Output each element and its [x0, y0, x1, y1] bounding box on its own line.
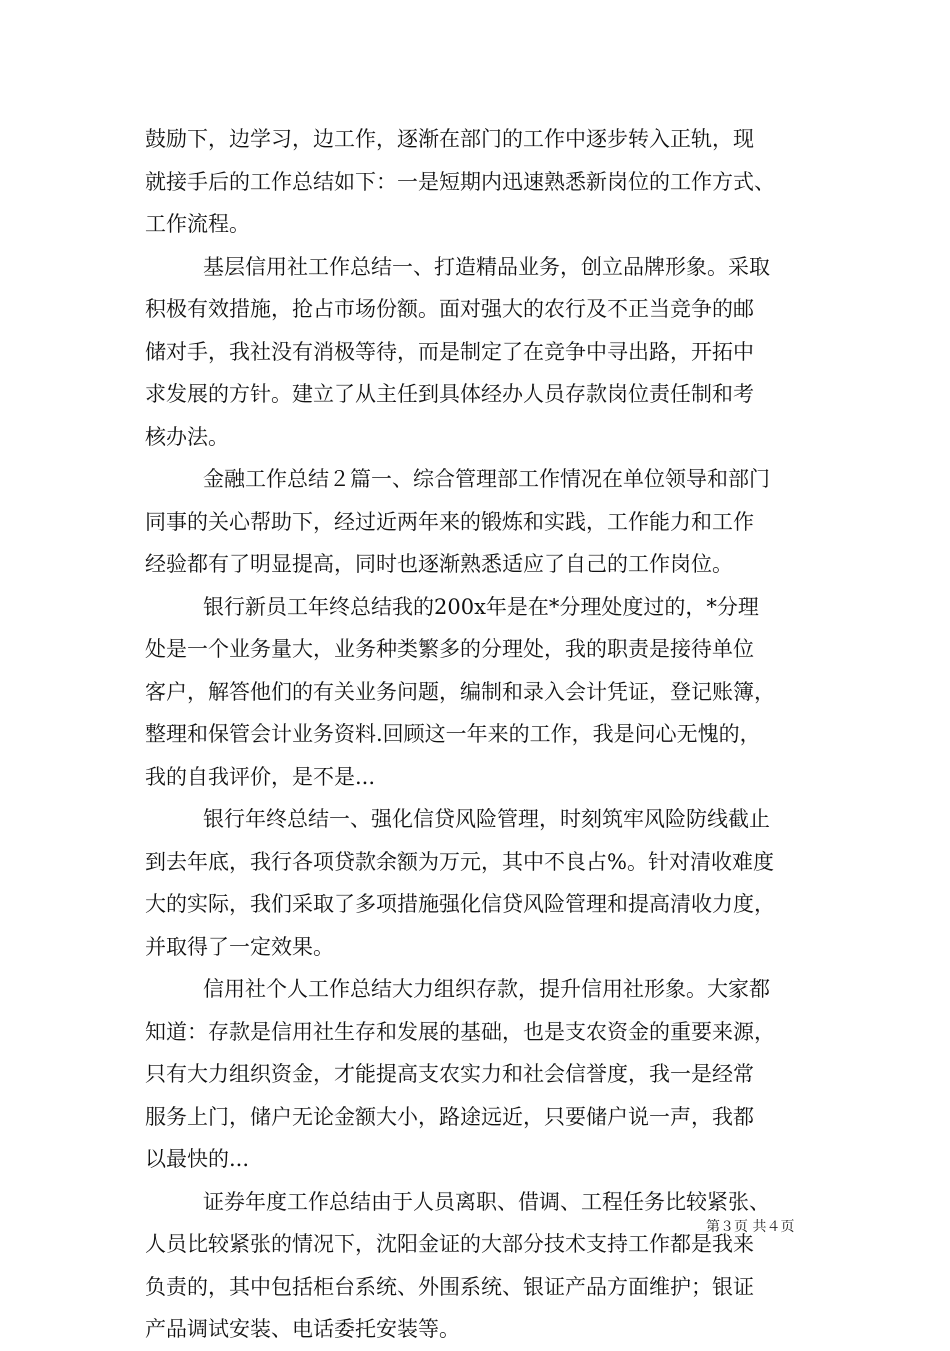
paragraph-first-line: 信用社个人工作总结大力组织存款，提升信用社形象。大家都	[203, 977, 770, 1001]
document-body	[145, 118, 825, 1351]
text-line: 核办法。	[145, 424, 229, 449]
paragraph-first-line: 银行新员工年终总结我的200x年是在*分理处度过的，*分理	[203, 594, 759, 619]
text-line: 工作流程。	[145, 212, 250, 236]
text-line: 整理和保管会计业务资料.回顾这一年来的工作，我是问心无愧的，	[145, 722, 761, 746]
text-line: 只有大力组织资金，才能提高支农实力和社会信誉度，我一是经常	[145, 1062, 754, 1086]
text-line: 积极有效措施，抢占市场份额。面对强大的农行及不正当竞争的邮	[145, 297, 754, 321]
text-line: 就接手后的工作总结如下：一是短期内迅速熟悉新岗位的工作方式、	[145, 169, 775, 194]
text-line: 处是一个业务量大，业务种类繁多的分理处，我的职责是接待单位	[145, 637, 754, 661]
text-line: 鼓励下，边学习，边工作，逐渐在部门的工作中逐步转入正轨，现	[145, 127, 754, 151]
text-line: 知道：存款是信用社生存和发展的基础，也是支农资金的重要来源，	[145, 1019, 775, 1044]
paragraph-first-line: 金融工作总结２篇一、综合管理部工作情况在单位领导和部门	[203, 467, 770, 491]
paragraph-first-line: 基层信用社工作总结一、打造精品业务，创立品牌形象。采取	[203, 254, 770, 279]
text-line: 并取得了一定效果。	[145, 934, 334, 959]
text-line: 求发展的方针。建立了从主任到具体经办人员存款岗位责任制和考	[145, 382, 754, 406]
text-line: 同事的关心帮助下，经过近两年来的锻炼和实践，工作能力和工作	[145, 509, 754, 534]
text-line: 储对手，我社没有消极等待，而是制定了在竞争中寻出路，开拓中	[145, 339, 754, 364]
text-line: 以最快的...	[145, 1147, 250, 1171]
text-line: 客户，解答他们的有关业务问题，编制和录入会计凭证，登记账簿，	[145, 679, 775, 704]
text-line: 产品调试安装、电话委托安装等。	[145, 1317, 460, 1341]
text-line: 大的实际，我们采取了多项措施强化信贷风险管理和提高清收力度，	[145, 892, 775, 916]
paragraph-first-line: 证券年度工作总结由于人员离职、借调、工程任务比较紧张、	[203, 1189, 770, 1214]
text-line: 人员比较紧张的情况下，沈阳金证的大部分技术支持工作都是我来	[145, 1232, 754, 1256]
text-line: 负责的，其中包括柜台系统、外围系统、银证产品方面维护；银证	[145, 1274, 754, 1299]
text-line: 我的自我评价，是不是...	[145, 764, 376, 789]
page-number: 第３页 共４页	[706, 1219, 795, 1235]
paragraph-first-line: 银行年终总结一、强化信贷风险管理，时刻筑牢风险防线截止	[203, 807, 770, 831]
text-line: 到去年底，我行各项贷款余额为万元，其中不良占%。针对清收难度	[145, 849, 774, 874]
text-line: 经验都有了明显提高，同时也逐渐熟悉适应了自己的工作岗位。	[145, 552, 733, 576]
text-line: 服务上门，储户无论金额大小，路途远近，只要储户说一声，我都	[145, 1104, 754, 1129]
